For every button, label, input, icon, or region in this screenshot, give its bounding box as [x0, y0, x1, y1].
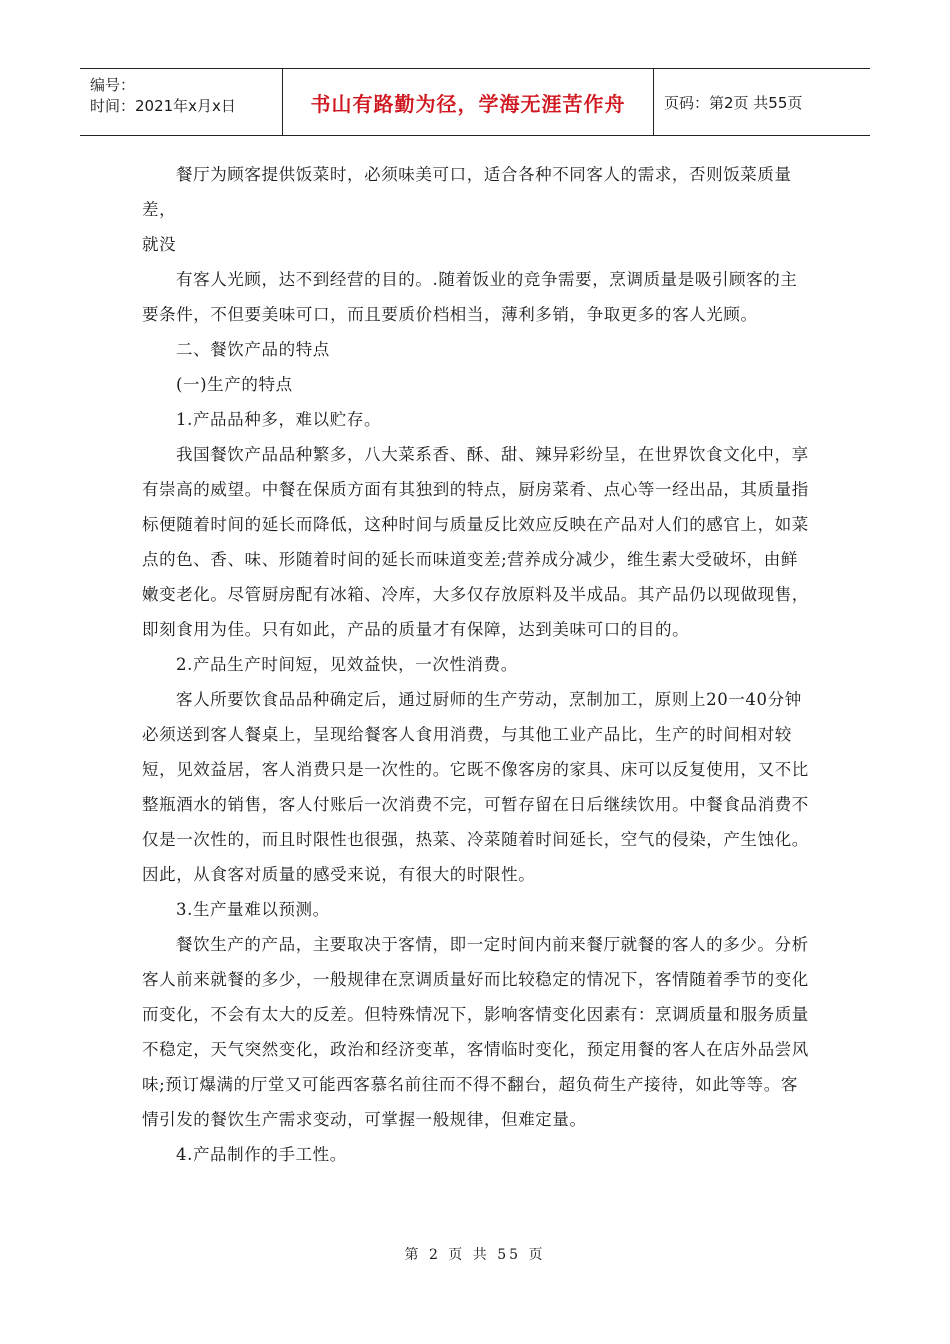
subsection-heading: (一)生产的特点 [176, 375, 293, 394]
header-motto: 书山有路勤为径，学海无涯苦作舟 [282, 69, 654, 135]
list-heading: 4.产品制作的手工性。 [176, 1145, 347, 1164]
body-paragraph: 客人所要饮食品品种确定后，通过厨师的生产劳动，烹制加工，原则上20一40分钟必须送到客人餐桌上，呈现给餐客人食用消费，与其他工业产品比，生产的时间相对较短，见效益居，客人消费只是一次性的。它既不像客房的家具、床可以反复使用，又不比整瓶酒水的销售，客人付账后一次消费不完，可暂存留在日后继续饮用。中餐食品消费不仅是一次性的，而且时限性也很强，热菜、冷菜随着时间延长，空气的侵染，产生蚀化。因此，从食客对质量的感受来说，有很大的时限性。 [142, 690, 809, 884]
page-footer: 第 2 页 共 55 页 [404, 1247, 546, 1263]
body-paragraph: 我国餐饮产品品种繁多，八大菜系香、酥、甜、辣异彩纷呈，在世界饮食文化中，享有崇高的威望。中餐在保质方面有其独到的特点，厨房菜肴、点心等一经出品，其质量指标便随着时间的延长而降低，这种时间与质量反比效应反映在产品对人们的感官上，如菜点的色、香、味、形随着时间的延长而味道变差;营养成分减少，维生素大受破坏，由鲜嫩变老化。尽管厨房配有冰箱、冷库，大多仅存放原料及半成品。其产品仍以现做现售，即刻食用为佳。只有如此，产品的质量才有保障，达到美味可口的目的。 [142, 445, 809, 639]
list-heading: 3.生产量难以预测。 [176, 900, 330, 919]
document-number-label: 编号： [90, 76, 136, 94]
document-body [142, 157, 810, 1172]
page-header [80, 68, 870, 136]
body-paragraph: 餐厅为顾客提供饭菜时，必须味美可口，适合各种不同客人的需求，否则饭菜质量差， [142, 165, 792, 219]
document-date: 时间：2021年x月x日 [90, 97, 236, 115]
body-paragraph: 就没 [142, 235, 177, 254]
section-heading: 二、餐饮产品的特点 [176, 340, 330, 359]
body-paragraph: 餐饮生产的产品，主要取决于客情，即一定时间内前来餐厅就餐的客人的多少。分析客人前来就餐的多少，一般规律在烹调质量好而比较稳定的情况下，客情随着季节的变化而变化，不会有太大的反差。但特殊情况下，影响客情变化因素有：烹调质量和服务质量不稳定，天气突然变化，政治和经济变革，客情临时变化，预定用餐的客人在店外品尝风味;预订爆满的厅堂又可能西客慕名前往而不得不翻台，超负荷生产接待，如此等等。客情引发的餐饮生产需求变动，可掌握一般规律，但难定量。 [142, 935, 809, 1129]
header-meta [80, 69, 282, 135]
header-page-info: 页码：第2页 共55页 [664, 93, 803, 112]
list-heading: 2.产品生产时间短，见效益快，一次性消费。 [176, 655, 518, 674]
list-heading: 1.产品品种多，难以贮存。 [176, 410, 382, 429]
body-paragraph: 有客人光顾，达不到经营的目的。.随着饭业的竞争需要，烹调质量是吸引顾客的主要条件，不但要美味可口，而且要质价档相当，薄利多销，争取更多的客人光顾。 [142, 270, 798, 324]
